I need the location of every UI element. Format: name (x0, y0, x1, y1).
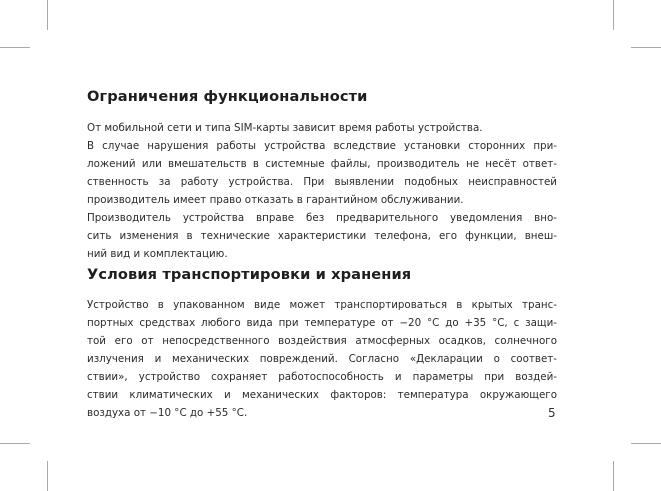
crop-mark-top-right-vertical (613, 0, 614, 30)
paragraph-line: излучения и механических повреждений. Согласно «Декларации о соответ- (87, 353, 557, 365)
paragraph-line: производитель имеет право отказать в гарантийном обслуживании. (87, 194, 464, 206)
paragraph-line: сить изменения в технические характеристики телефона, его функции, внеш- (87, 230, 557, 242)
page-number: 5 (548, 406, 556, 420)
paragraph-line: От мобильной сети и типа SIM-карты зависит время работы устройства. (87, 122, 483, 134)
paragraph-line: ствии», устройство сохраняет работоспособность и параметры при воздей- (87, 371, 557, 383)
crop-mark-bottom-left-vertical (47, 461, 48, 491)
section-heading-transport-storage: Условия транспортировки и хранения (87, 266, 412, 283)
section-body-functionality-limits (87, 119, 557, 263)
paragraph-line: ний вид и комплектацию. (87, 248, 228, 260)
section-body-transport-storage (87, 296, 557, 422)
paragraph-line: той его от непосредственного воздействия атмосферных осадков, солнечного (87, 335, 557, 347)
crop-mark-bottom-right-vertical (613, 461, 614, 491)
crop-mark-bottom-left-horizontal (0, 443, 30, 444)
paragraph-line: портных средствах любого вида при температуре от −20 °C до +35 °C, с защи- (87, 317, 557, 329)
paragraph-line: ложений или вмешательств в системные файлы, производитель не несёт ответ- (87, 158, 557, 170)
crop-mark-bottom-right-horizontal (631, 443, 661, 444)
paragraph-line: воздуха от −10 °C до +55 °C. (87, 407, 248, 419)
section-heading-functionality-limits: Ограничения функциональности (87, 88, 368, 105)
crop-mark-top-right-horizontal (631, 47, 661, 48)
crop-mark-top-left-vertical (47, 0, 48, 30)
paragraph-line: ствии климатических и механических факторов: температура окружающего (87, 389, 557, 401)
paragraph-line: Устройство в упакованном виде может транспортироваться в крытых транс- (87, 299, 557, 311)
paragraph-line: Производитель устройства вправе без предварительного уведомления вно- (87, 212, 557, 224)
paragraph-line: ственность за работу устройства. При выявлении подобных неисправностей (87, 176, 557, 188)
paragraph-line: В случае нарушения работы устройства вследствие установки сторонних при- (87, 140, 557, 152)
crop-mark-top-left-horizontal (0, 47, 30, 48)
